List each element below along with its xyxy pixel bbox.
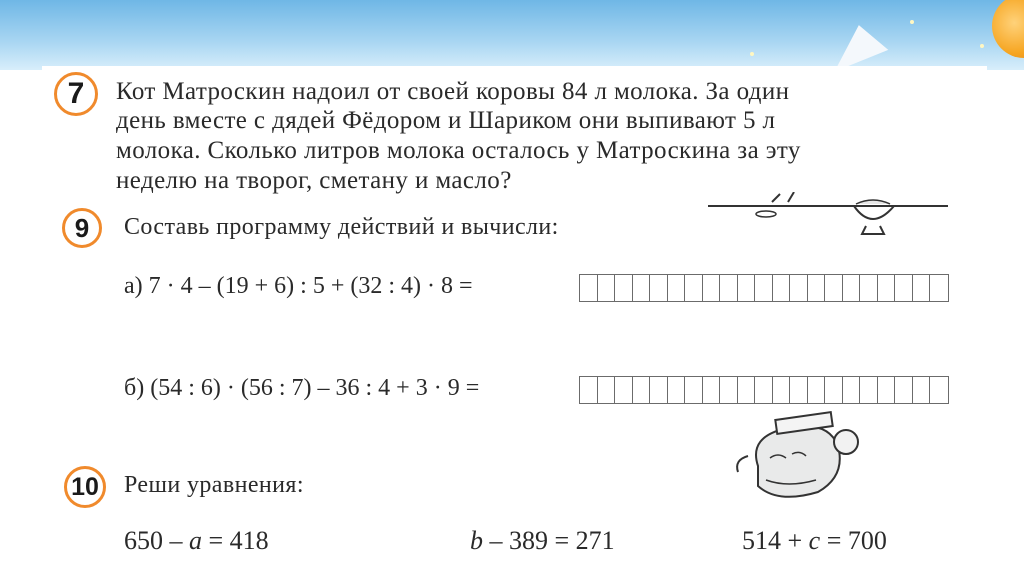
equation-3 [742,526,887,556]
exercise-10-badge: 10 [64,466,106,508]
textbook-page [42,66,987,574]
ex10-title: Реши уравнения: [124,472,304,498]
ex7-line-2: день вместе с дядей Фёдором и Шариком они выпивают 5 л [116,107,776,134]
ex9-title: Составь программу действий и вычисли: [124,214,559,240]
bowl-illustration [708,192,958,242]
equation-1-left: 650 – [124,526,189,555]
sparkle-icon [750,52,754,56]
exercise-9-badge: 9 [62,208,102,248]
ex9-expression-b: б) (54 : 6) · (56 : 7) – 36 : 4 + 3 · 9 = [124,375,480,401]
equation-3-left: 514 + [742,526,809,555]
answer-grid-a[interactable] [579,274,949,302]
equation-3-variable: c [808,526,821,555]
answer-grid-b[interactable] [579,376,949,404]
equation-1-variable: a [189,526,202,555]
equation-3-right: = 700 [820,526,887,555]
cat-illustration [718,406,878,506]
equation-1-right: = 418 [202,526,269,555]
equation-1 [124,526,269,556]
equation-2-variable: b [470,526,483,555]
ex7-line-3: молока. Сколько литров молока осталось у Матроскина за эту [116,137,801,164]
exercise-7-badge: 7 [54,72,98,116]
ex7-line-1: Кот Матроскин надоил от своей коровы 84 л молока. За один [116,78,790,105]
equation-2 [470,526,615,556]
ex9-expression-a: а) 7 · 4 – (19 + 6) : 5 + (32 : 4) · 8 = [124,273,473,299]
equation-2-right: – 389 = 271 [483,526,615,555]
sparkle-icon [980,44,984,48]
ex7-line-4: неделю на творог, сметану и масло? [116,167,512,194]
sparkle-icon [910,20,914,24]
